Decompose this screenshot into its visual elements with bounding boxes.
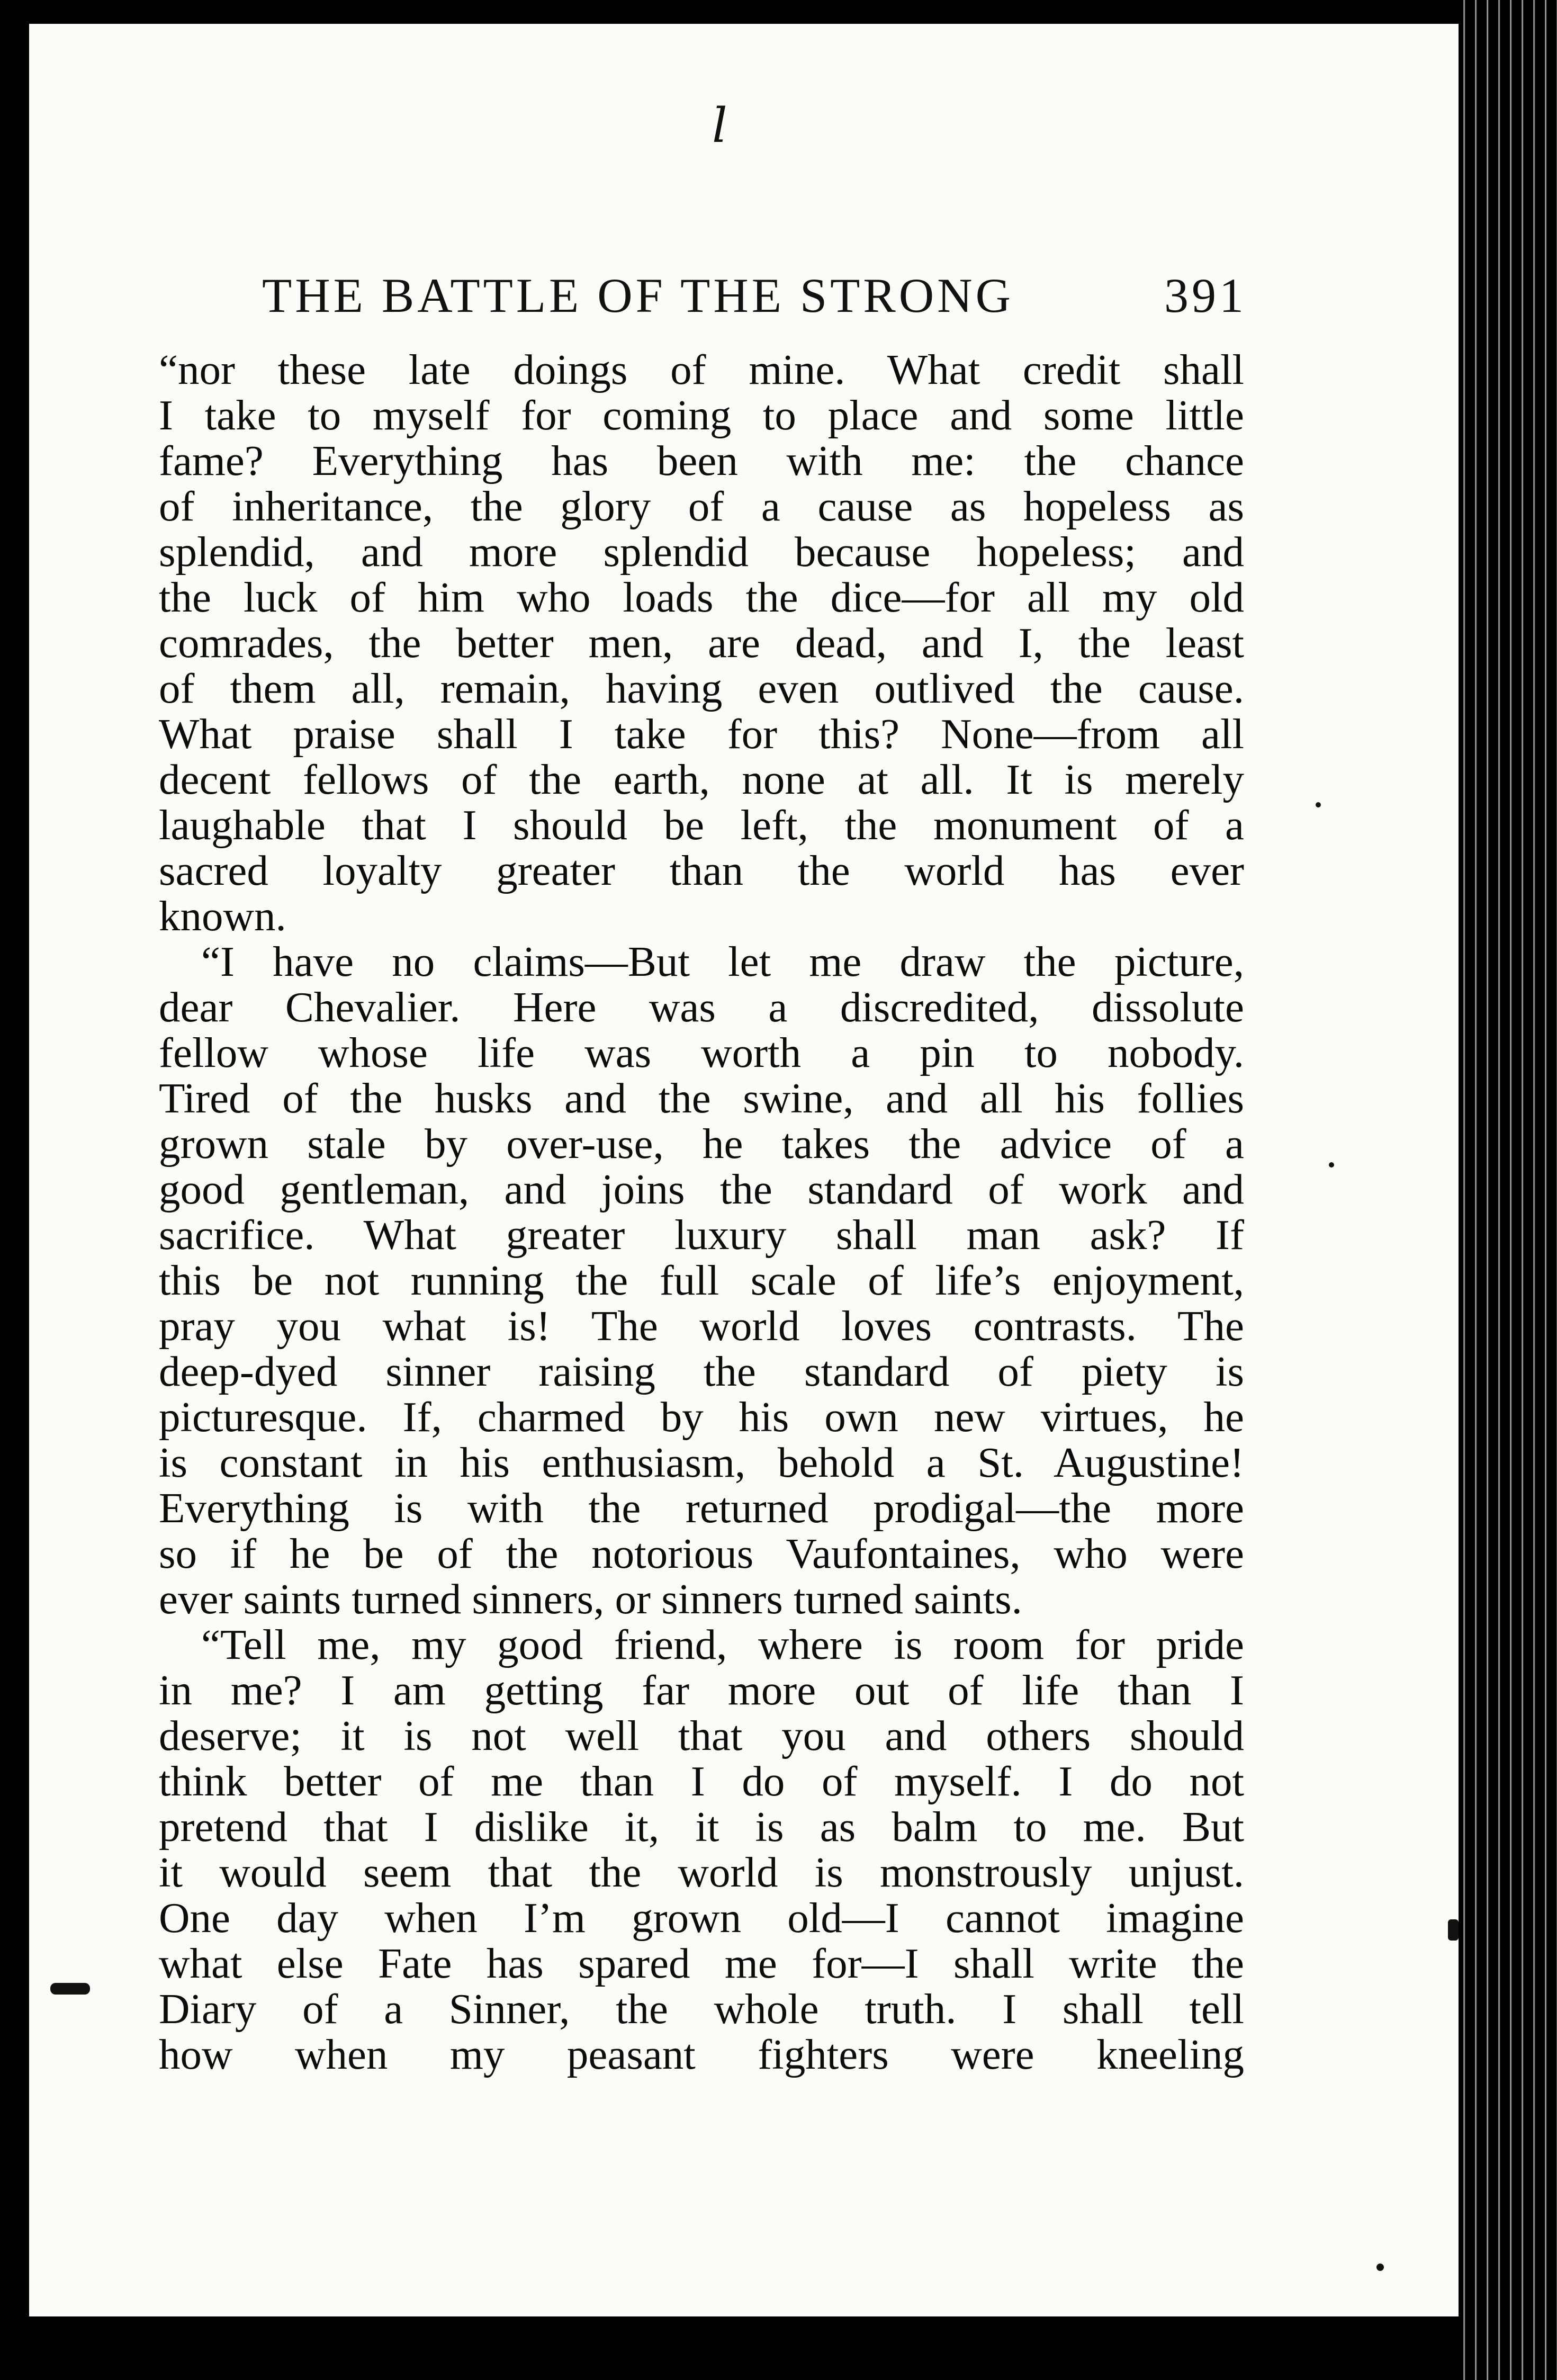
text-line: in me? I am getting far more out of life than I <box>159 1666 1244 1714</box>
text-line: Everything is with the returned prodigal—the more <box>159 1484 1244 1532</box>
text-line: splendid, and more splendid because hopeless; and <box>159 528 1244 576</box>
text-line: deep-dyed sinner raising the standard of piety is <box>159 1348 1244 1395</box>
text-line: of inheritance, the glory of a cause as hopeless as <box>159 482 1244 530</box>
text-line: so if he be of the notorious Vaufontaines, who were <box>159 1530 1244 1577</box>
text-line: is constant in his enthusiasm, behold a St. Augustine! <box>159 1439 1244 1486</box>
page-edge-shadow <box>1459 0 1557 2380</box>
text-line: pretend that I dislike it, it is as balm to me. But <box>159 1803 1244 1851</box>
text-line: how when my peasant fighters were kneeling <box>159 2031 1244 2078</box>
page-number: 391 <box>1164 268 1247 322</box>
text-line: decent fellows of the earth, none at all. It is merely <box>159 756 1244 803</box>
text-line: I take to myself for coming to place and some little <box>159 391 1244 439</box>
text-line: of them all, remain, having even outlived the cause. <box>159 664 1244 712</box>
text-line: what else Fate has spared me for—I shall write the <box>159 1939 1244 1987</box>
text-line: sacrifice. What greater luxury shall man ask? If <box>159 1211 1244 1259</box>
text-line: fellow whose life was worth a pin to nobody. <box>159 1029 1244 1076</box>
ink-speck <box>1316 802 1321 807</box>
text-line: deserve; it is not well that you and others should <box>159 1712 1244 1759</box>
text-line: grown stale by over-use, he takes the advice of a <box>159 1120 1244 1167</box>
body-text <box>159 347 1244 2077</box>
ink-speck <box>1448 1919 1459 1941</box>
text-line: it would seem that the world is monstrously unjust. <box>159 1848 1244 1896</box>
ink-speck <box>1376 2264 1384 2271</box>
text-line: picturesque. If, charmed by his own new virtues, he <box>159 1393 1244 1441</box>
running-head <box>262 267 1247 342</box>
text-line: Diary of a Sinner, the whole truth. I shall tell <box>159 1985 1244 2033</box>
text-line: sacred loyalty greater than the world has ever <box>159 847 1244 894</box>
text-line: this be not running the full scale of life’s enjoyment, <box>159 1256 1244 1304</box>
text-line: laughable that I should be left, the monument of a <box>159 801 1244 849</box>
running-head-title: THE BATTLE OF THE STRONG <box>262 268 1014 322</box>
text-line: dear Chevalier. Here was a discredited, dissolute <box>159 983 1244 1031</box>
text-line: comrades, the better men, are dead, and I, the least <box>159 619 1244 667</box>
text-line: One day when I’m grown old—I cannot imagine <box>159 1894 1244 1942</box>
text-line: good gentleman, and joins the standard of work and <box>159 1165 1244 1213</box>
text-line: “I have no claims—But let me draw the picture, <box>201 938 1244 985</box>
text-line: “Tell me, my good friend, where is room for pride <box>201 1621 1244 1668</box>
text-line: What praise shall I take for this? None—from all <box>159 710 1244 758</box>
text-line: Tired of the husks and the swine, and all his follies <box>159 1074 1244 1122</box>
text-line: “nor these late doings of mine. What credit shall <box>159 346 1244 393</box>
ink-speck <box>1329 1162 1334 1167</box>
book-page <box>29 24 1459 2316</box>
text-line: pray you what is! The world loves contrasts. The <box>159 1302 1244 1350</box>
ink-speck <box>50 1983 90 1995</box>
text-line: think better of me than I do of myself. I do not <box>159 1757 1244 1805</box>
text-line: known. <box>159 892 286 940</box>
text-line: fame? Everything has been with me: the chance <box>159 437 1244 484</box>
text-line: the luck of him who loads the dice—for all my old <box>159 573 1244 621</box>
text-line: ever saints turned sinners, or sinners turned saints. <box>159 1575 1022 1623</box>
folio-mark: l <box>712 98 727 154</box>
